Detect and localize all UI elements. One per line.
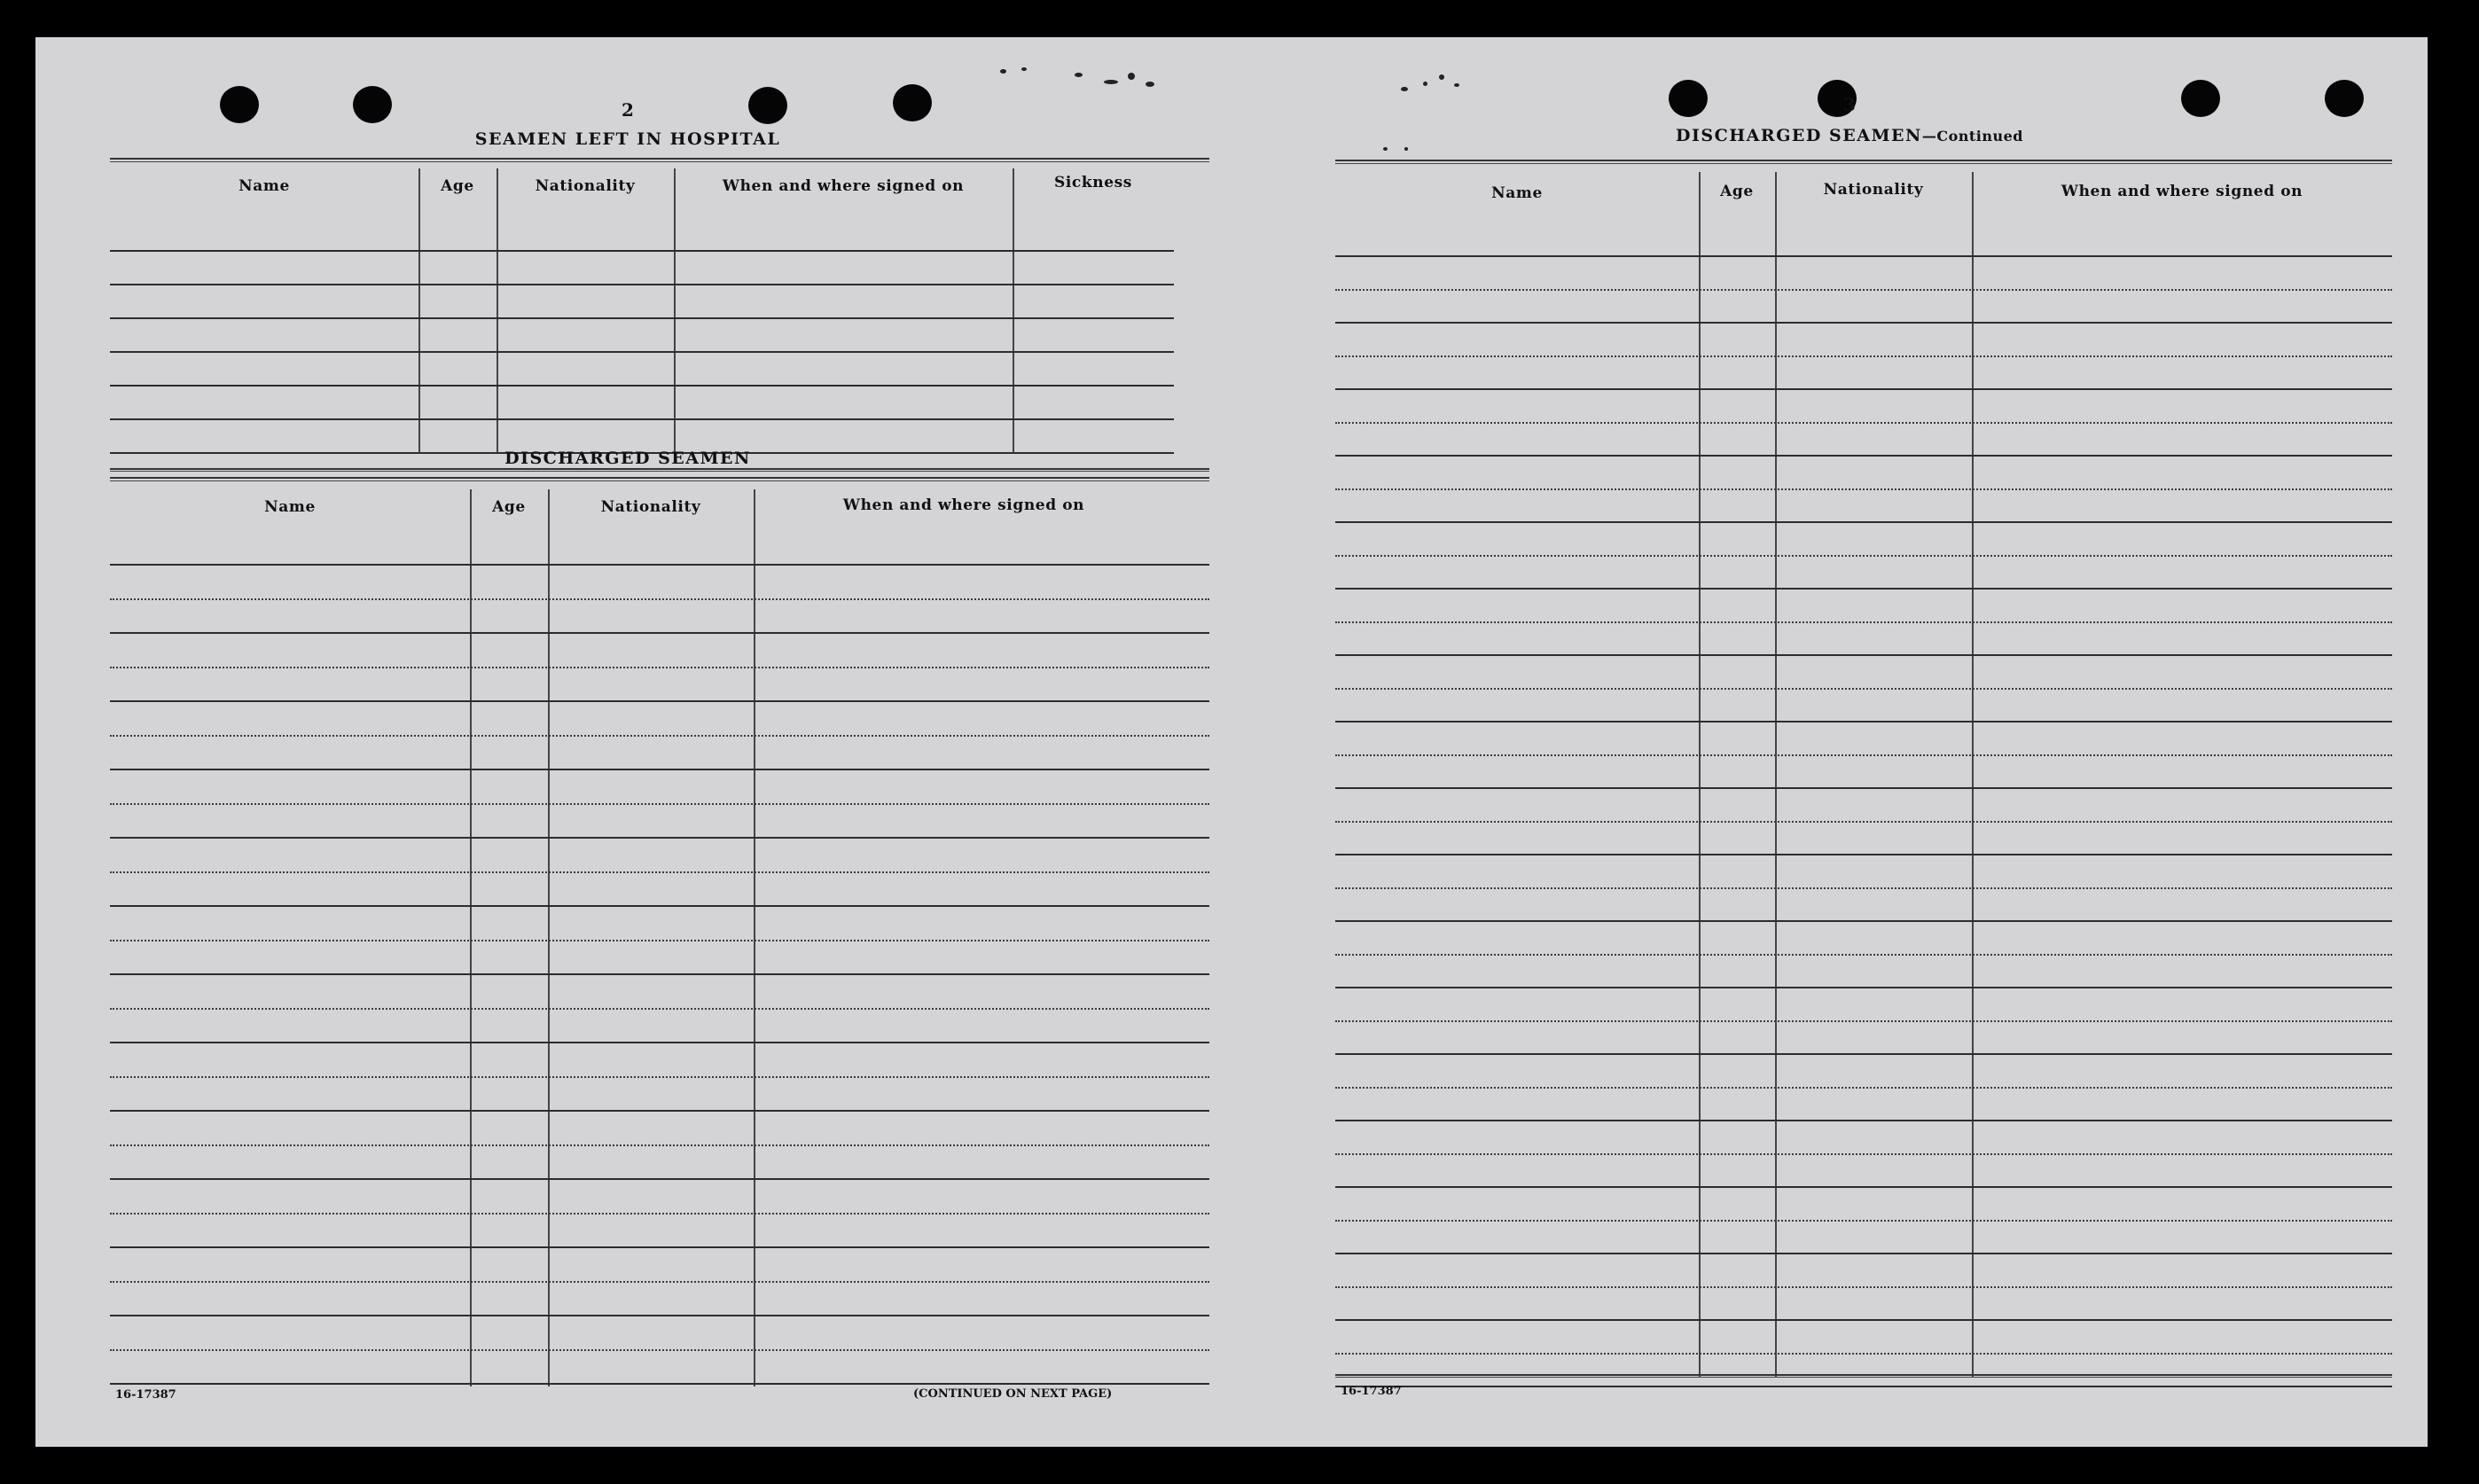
row-rule (110, 1178, 1209, 1180)
row-rule (1335, 388, 2392, 390)
column-divider (674, 168, 676, 452)
row-rule (110, 598, 1209, 600)
punch-hole (353, 86, 392, 123)
hospital-bottom-rule (110, 468, 1209, 472)
row-rule (1335, 588, 2392, 590)
row-rule (1335, 688, 2392, 690)
punch-hole (1669, 80, 1708, 117)
discharged-table-left (110, 498, 1209, 1420)
row-rule (110, 564, 1209, 566)
paper-speck (1383, 147, 1388, 151)
row-rule (110, 1281, 1209, 1283)
row-rule (1335, 754, 2392, 756)
row-rule (110, 284, 1174, 285)
discharged-col-signed-on: When and where signed on (842, 496, 1085, 514)
row-rule (1335, 1053, 2392, 1055)
column-divider (497, 168, 498, 452)
row-rule (1335, 887, 2392, 889)
discharged-col-age: Age (492, 498, 526, 516)
row-rule (1335, 355, 2392, 357)
row-rule (1335, 1020, 2392, 1022)
right-bottom-rule (1335, 1374, 2392, 1378)
row-rule (110, 632, 1209, 634)
manifest-form-sheet (35, 37, 2428, 1447)
paper-speck (1454, 83, 1459, 87)
punch-hole (748, 87, 787, 124)
row-rule (1335, 422, 2392, 424)
row-rule (1335, 1353, 2392, 1355)
discharged-col-nationality: Nationality (600, 498, 701, 516)
hospital-table (110, 174, 1174, 470)
row-rule (1335, 322, 2392, 324)
row-rule (110, 317, 1174, 319)
hospital-col-nationality: Nationality (535, 177, 636, 195)
row-rule (1335, 854, 2392, 855)
discharged-section-title: DISCHARGED SEAMEN (504, 449, 751, 468)
row-rule (1335, 1220, 2392, 1222)
hospital-col-age: Age (441, 177, 474, 195)
row-rule (1335, 1120, 2392, 1121)
row-rule (1335, 987, 2392, 988)
row-rule (110, 1315, 1209, 1316)
column-divider (1013, 168, 1014, 452)
paper-speck (1423, 82, 1427, 86)
row-rule (110, 973, 1209, 975)
row-rule (110, 1042, 1209, 1043)
discharged-top-rule (110, 477, 1209, 481)
row-rule (110, 1213, 1209, 1215)
row-rule (1335, 1153, 2392, 1155)
row-rule (110, 1110, 1209, 1112)
right-discharged-title (1676, 126, 2023, 145)
hospital-col-sickness: Sickness (1054, 174, 1132, 191)
row-rule (110, 940, 1209, 941)
paper-speck (1104, 80, 1118, 84)
paper-speck (1439, 74, 1444, 80)
column-divider (470, 489, 472, 1386)
punch-hole (2325, 80, 2364, 117)
paper-speck (1075, 73, 1083, 77)
row-rule (110, 1008, 1209, 1010)
row-rule (1335, 621, 2392, 623)
row-rule (110, 837, 1209, 839)
row-rule (1335, 555, 2392, 557)
left-form-number: 16-17387 (115, 1388, 176, 1402)
row-rule (110, 1349, 1209, 1351)
row-rule (1335, 488, 2392, 490)
row-rule (110, 1144, 1209, 1146)
row-rule (1335, 289, 2392, 291)
hospital-section-title: SEAMEN LEFT IN HOSPITAL (474, 129, 781, 149)
row-rule (110, 1246, 1209, 1248)
row-rule (110, 351, 1174, 353)
hospital-top-rule (110, 158, 1209, 162)
column-divider (754, 489, 755, 1386)
hospital-col-signed-on: When and where signed on (722, 177, 965, 195)
discharged-col-name: Name (264, 498, 316, 516)
row-rule (110, 769, 1209, 770)
column-divider (1699, 172, 1701, 1378)
row-rule (1335, 1386, 2392, 1387)
row-rule (1335, 1186, 2392, 1188)
row-rule (1335, 721, 2392, 722)
punch-hole (893, 84, 932, 121)
row-rule (1335, 654, 2392, 656)
column-divider (548, 489, 550, 1386)
column-divider (418, 168, 420, 452)
row-rule (1335, 521, 2392, 523)
paper-speck (1000, 69, 1006, 74)
paper-speck (1128, 73, 1135, 80)
hospital-col-name: Name (239, 177, 290, 195)
row-rule (1335, 255, 2392, 257)
column-divider (1775, 172, 1777, 1378)
right-discharged-title-text: DISCHARGED SEAMEN (1676, 126, 1922, 145)
discharged-table-right (1335, 181, 2392, 1408)
row-rule (110, 250, 1174, 252)
paper-speck (1401, 87, 1408, 91)
row-rule (110, 1076, 1209, 1078)
column-divider (1972, 172, 1974, 1378)
row-rule (1335, 455, 2392, 457)
right-col-age: Age (1720, 183, 1754, 200)
row-rule (110, 700, 1209, 702)
right-discharged-title-suffix: —Continued (1921, 128, 2023, 144)
punch-hole (2181, 80, 2220, 117)
row-rule (1335, 1087, 2392, 1089)
row-rule (110, 667, 1209, 668)
row-rule (110, 418, 1174, 420)
right-page-number: 3 (1843, 94, 1856, 115)
row-rule (1335, 1286, 2392, 1288)
right-col-name: Name (1491, 184, 1543, 202)
row-rule (1335, 821, 2392, 823)
row-rule (110, 1383, 1209, 1385)
paper-speck (1021, 67, 1027, 71)
paper-speck (1404, 147, 1408, 151)
right-col-nationality: Nationality (1823, 181, 1924, 199)
row-rule (1335, 954, 2392, 956)
row-rule (110, 905, 1209, 907)
row-rule (110, 803, 1209, 805)
row-rule (1335, 920, 2392, 922)
right-form-number: 16-17387 (1341, 1385, 1402, 1398)
row-rule (1335, 787, 2392, 789)
left-page-number: 2 (622, 99, 634, 121)
row-rule (1335, 1319, 2392, 1321)
right-top-rule (1335, 160, 2392, 164)
continued-note: (CONTINUED ON NEXT PAGE) (913, 1387, 1113, 1401)
row-rule (110, 385, 1174, 387)
punch-hole (220, 86, 259, 123)
right-col-signed-on: When and where signed on (2061, 183, 2303, 200)
row-rule (1335, 1253, 2392, 1254)
row-rule (110, 871, 1209, 873)
row-rule (110, 735, 1209, 737)
paper-speck (1146, 82, 1154, 87)
